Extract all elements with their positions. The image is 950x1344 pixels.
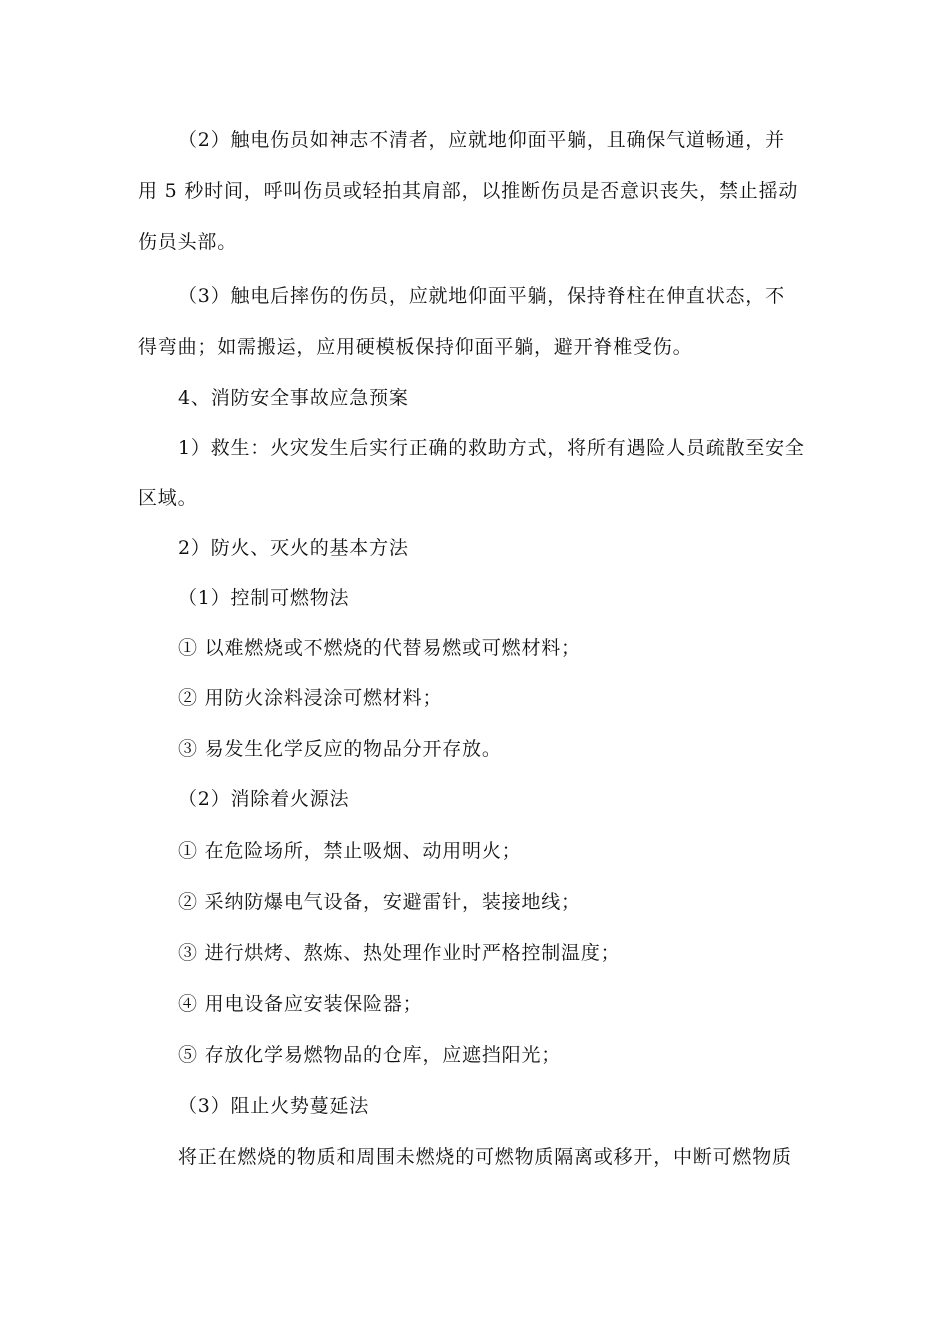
subsection-heading: （2）消除着火源法	[178, 788, 350, 810]
paragraph-line: 将正在燃烧的物质和周围未燃烧的可燃物质隔离或移开，中断可燃物质	[178, 1146, 792, 1168]
subsection-heading: （3）阻止火势蔓延法	[178, 1095, 370, 1117]
list-item: ② 采纳防爆电气设备，安避雷针，装接地线；	[178, 891, 581, 913]
list-item: ④ 用电设备应安装保险器；	[178, 993, 423, 1015]
paragraph-line: （2）触电伤员如神志不清者，应就地仰面平躺，且确保气道畅通，并	[178, 129, 785, 151]
paragraph-line: （3）触电后摔伤的伤员，应就地仰面平躺，保持脊柱在伸直状态，不	[178, 285, 785, 307]
list-item: ③ 进行烘烤、熬炼、热处理作业时严格控制温度；	[178, 942, 621, 964]
section-heading: 4、消防安全事故应急预案	[178, 387, 409, 409]
paragraph-line: 得弯曲；如需搬运，应用硬模板保持仰面平躺，避开脊椎受伤。	[138, 336, 693, 358]
list-item: ⑤ 存放化学易燃物品的仓库，应遮挡阳光；	[178, 1044, 562, 1066]
paragraph-line: 1）救生：火灾发生后实行正确的救助方式，将所有遇险人员疏散至安全	[178, 437, 805, 459]
list-item: ① 以难燃烧或不燃烧的代替易燃或可燃材料；	[178, 637, 581, 659]
list-item: ③ 易发生化学反应的物品分开存放。	[178, 738, 502, 760]
paragraph-line: 用 5 秒时间，呼叫伤员或轻拍其肩部，以推断伤员是否意识丧失，禁止摇动	[138, 180, 799, 202]
list-item: ② 用防火涂料浸涂可燃材料；	[178, 687, 443, 709]
list-item: ① 在危险场所，禁止吸烟、动用明火；	[178, 840, 522, 862]
subsection-heading: 2）防火、灭火的基本方法	[178, 537, 409, 559]
paragraph-line: 伤员头部。	[138, 231, 238, 253]
paragraph-line: 区域。	[138, 487, 198, 509]
subsection-heading: （1）控制可燃物法	[178, 587, 350, 609]
